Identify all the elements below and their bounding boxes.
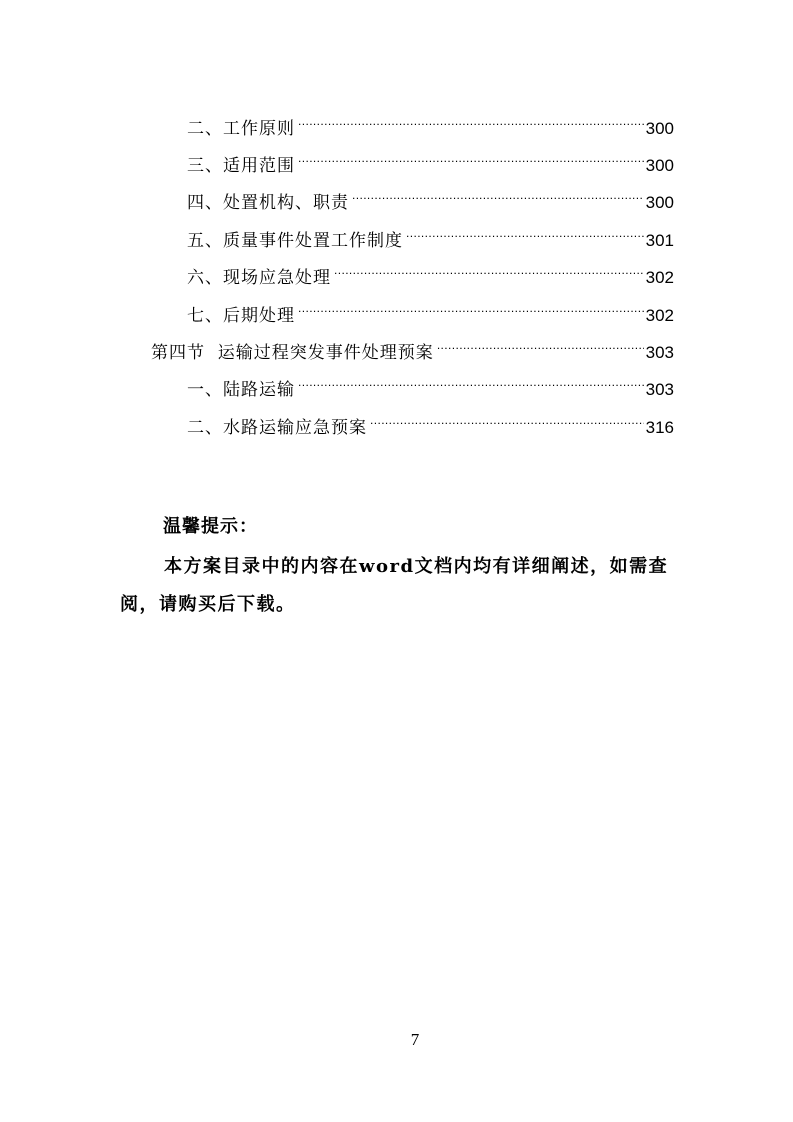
toc-dot-leader [437, 328, 644, 358]
toc-entry-page: 303 [645, 380, 674, 399]
toc-entry-title: 二、水路运输应急预案 [187, 418, 367, 438]
toc-entry-title: 七、后期处理 [187, 306, 295, 326]
notice-heading: 温馨提示： [163, 516, 258, 537]
toc-entry-title: 三、适用范围 [187, 156, 295, 176]
toc-entry-title: 四、处置机构、职责 [187, 193, 349, 213]
toc-entry-title: 一、陆路运输 [187, 380, 295, 400]
toc-entry[interactable] [187, 291, 674, 326]
toc-dot-leader [298, 291, 644, 321]
toc-entry[interactable] [187, 104, 674, 139]
toc-entry-page: 302 [645, 306, 674, 325]
toc-entry[interactable] [187, 141, 674, 176]
toc-dot-leader [298, 141, 644, 171]
notice-body: 本方案目录中的内容在word文档内均有详细阐述，如需查阅，请购买后下载。 [120, 556, 669, 615]
toc-entry-title: 六、现场应急处理 [187, 268, 331, 288]
page-number: 7 [410, 1030, 420, 1049]
toc-entry-page: 303 [645, 343, 674, 362]
toc-dot-leader [298, 365, 644, 395]
toc-entry-page: 300 [645, 156, 674, 175]
toc-entry-page: 302 [645, 268, 674, 287]
toc-entry-page: 300 [645, 193, 674, 212]
toc-dot-leader [352, 178, 644, 208]
toc-entry-page: 316 [645, 418, 674, 437]
toc-entry-page: 301 [645, 231, 674, 250]
toc-dot-leader [370, 403, 644, 433]
toc-entry-title: 五、质量事件处置工作制度 [187, 231, 403, 251]
toc-entry[interactable] [187, 365, 674, 400]
toc-dot-leader [334, 253, 644, 283]
toc-dot-leader [406, 216, 644, 246]
toc-dot-leader [298, 104, 644, 134]
toc-entry[interactable] [187, 253, 674, 288]
toc-entry[interactable] [187, 178, 674, 213]
toc-entry-title: 二、工作原则 [187, 119, 295, 139]
toc-entry-title: 第四节 运输过程突发事件处理预案 [151, 343, 434, 363]
toc-entry[interactable] [187, 216, 674, 251]
toc-entry[interactable] [187, 403, 674, 438]
toc-section-entry[interactable] [151, 328, 674, 363]
toc-entry-page: 300 [645, 119, 674, 138]
